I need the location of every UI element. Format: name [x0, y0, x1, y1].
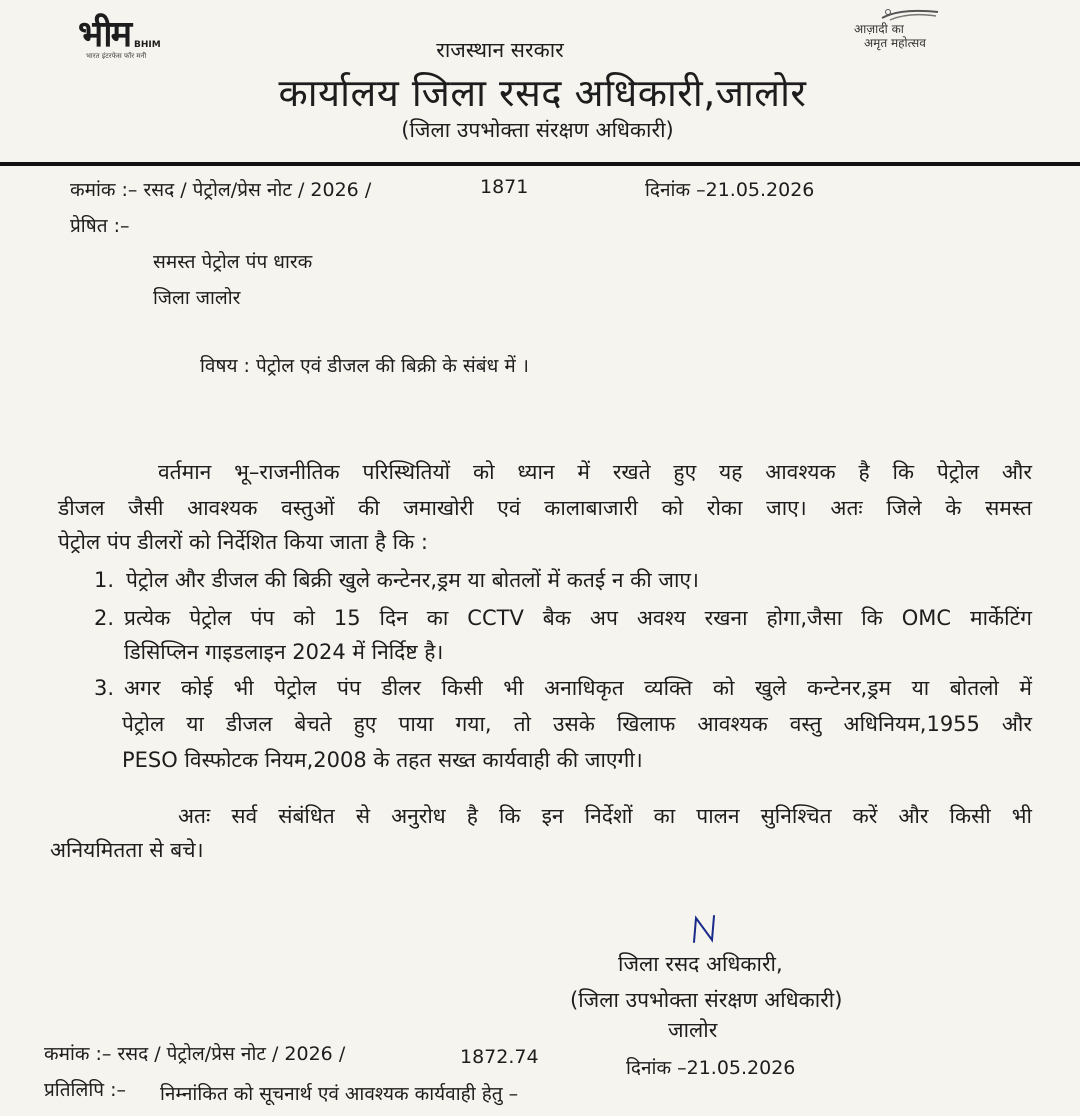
office-title: कार्यालय जिला रसद अधिकारी,जालोर — [278, 71, 807, 115]
point-3-line-3: PESO विस्फोटक नियम,2008 के तहत सख्त कार्यवाही की जाएगी। — [122, 748, 643, 772]
bhim-logo-caption: भारत इंटरफेस फॉर मनी — [86, 52, 147, 60]
copy-reference-serial: 1872.74 — [460, 1046, 539, 1068]
closing-line-1: अतः सर्व संबंधित से अनुरोध है कि इन निर्देशों का पालन सुनिश्चित करें और किसी भी — [178, 804, 1032, 828]
addressee-line1: समस्त पेट्रोल पंप धारक — [153, 251, 313, 273]
point-3-line-2: पेट्रोल या डीजल बेचते हुए पाया गया, तो उसके खिलाफ आवश्यक वस्तु अधिनियम,1955 और — [122, 712, 1032, 736]
government-name: राजस्थान सरकार — [436, 38, 564, 62]
reference-serial: 1871 — [480, 176, 529, 198]
point-2-number: 2. — [94, 606, 115, 630]
point-3-line-1: अगर कोई भी पेट्रोल पंप डीलर किसी भी अनाधिकृत व्यक्ति को खुले कन्टेनर,ड्रम या बोतलो में — [124, 676, 1032, 700]
signature-designation: जिला रसद अधिकारी, — [618, 952, 783, 976]
subject-line: विषय : पेट्रोल एवं डीजल की बिक्री के संबंध में । — [200, 355, 529, 377]
bhim-logo-word: भीम — [78, 13, 131, 55]
copy-reference-date: दिनांक –21.05.2026 — [626, 1057, 796, 1079]
intro-line-3: पेट्रोल पंप डीलरों को निर्देशित किया जाता है कि : — [58, 530, 428, 554]
closing-line-2: अनियमितता से बचे। — [50, 838, 204, 862]
addressee-line2: जिला जालोर — [153, 287, 241, 309]
signature-subtitle: (जिला उपभोक्ता संरक्षण अधिकारी) — [570, 988, 843, 1012]
copy-reference-number: कमांक :– रसद / पेट्रोल/प्रेस नोट / 2026 / — [44, 1043, 346, 1065]
point-1-number: 1. — [94, 568, 115, 592]
intro-line-1: वर्तमान भू–राजनीतिक परिस्थितियों को ध्यान में रखते हुए यह आवश्यक है कि पेट्रोल और — [158, 460, 1032, 484]
point-1-line-1: पेट्रोल और डीजल की बिक्री खुले कन्टेनर,ड्रम या बोतलों में कतई न की जाए। — [126, 568, 700, 592]
addressee-label: प्रेषित :– — [70, 215, 130, 237]
office-subtitle: (जिला उपभोक्ता संरक्षण अधिकारी) — [401, 118, 674, 142]
bhim-logo-tag: BHIM — [134, 40, 161, 50]
point-3-number: 3. — [94, 676, 115, 700]
point-2-line-1: प्रत्येक पेट्रोल पंप को 15 दिन का CCTV बैक अप अवश्य रखना होगा,जैसा कि OMC मार्केटिंग — [124, 606, 1032, 630]
reference-number: कमांक :– रसद / पेट्रोल/प्रेस नोट / 2026 / — [70, 179, 372, 201]
azadi-logo-line1: आज़ादी का — [854, 22, 904, 36]
intro-line-2: डीजल जैसी आवश्यक वस्तुओं की जमाखोरी एवं कालाबाजारी को रोका जाए। अतः जिले के समस्त — [58, 496, 1032, 520]
azadi-logo-line2: अमृत महोत्सव — [864, 36, 926, 50]
copy-text: निम्नांकित को सूचनार्थ एवं आवश्यक कार्यवाही हेतु – — [160, 1083, 519, 1105]
reference-date: दिनांक –21.05.2026 — [645, 179, 815, 201]
signature-place: जालोर — [668, 1018, 718, 1042]
point-2-line-2: डिसिप्लिन गाइडलाइन 2024 में निर्दिष्ट है। — [124, 640, 444, 664]
header-divider — [0, 162, 1080, 166]
copy-label: प्रतिलिपि :– — [44, 1079, 127, 1101]
handwritten-signature-mark — [690, 912, 720, 946]
